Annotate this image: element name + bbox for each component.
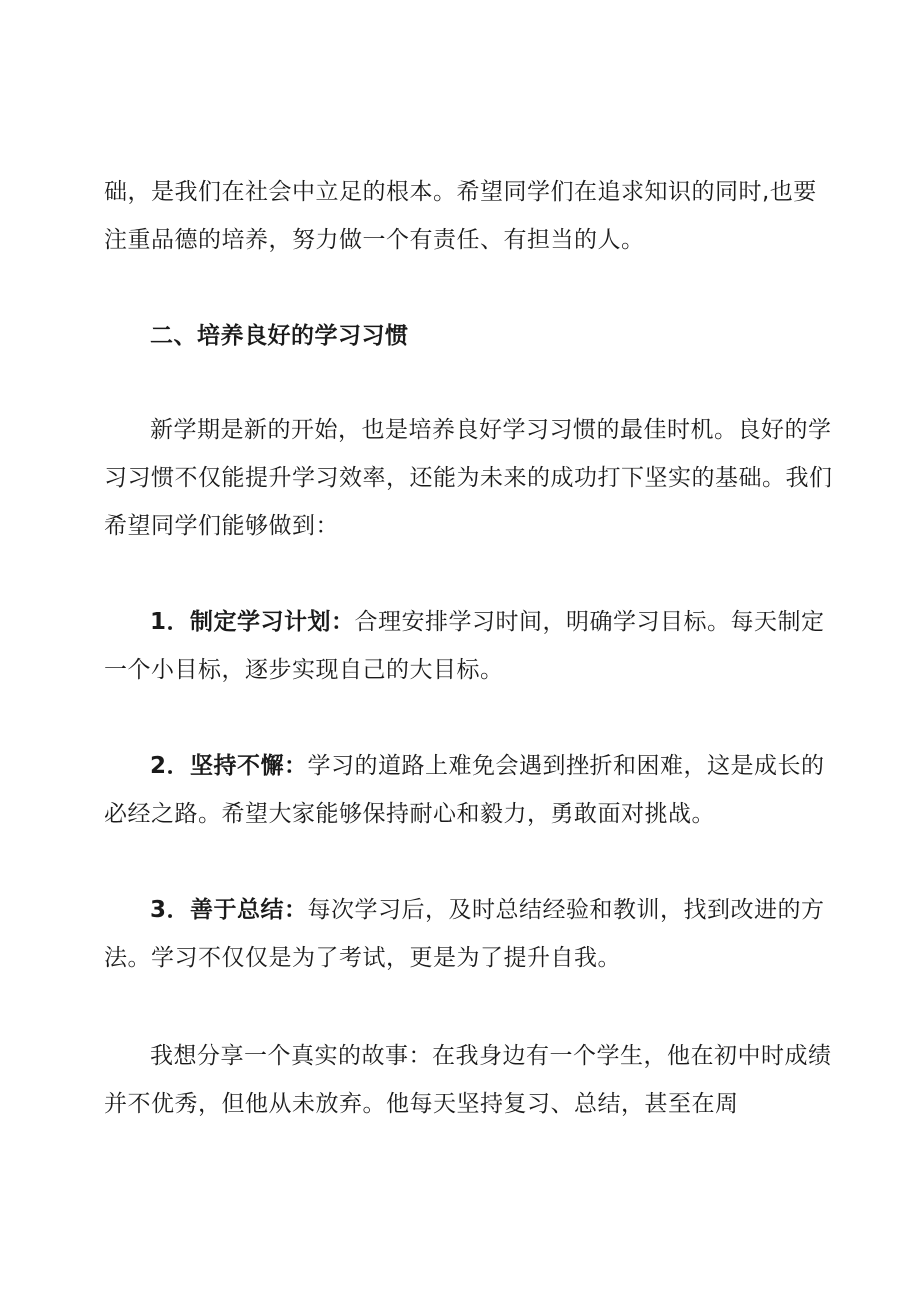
paragraph-line: [104, 598, 824, 646]
section-heading: 二、培养良好的学习习惯: [150, 323, 409, 349]
paragraph-line: 并不优秀，但他从未放弃。他每天坚持复习、总结，甚至在周: [104, 1091, 739, 1117]
paragraph-line: 希望同学们能够做到：: [104, 513, 339, 539]
item-text: 每次学习后，及时总结经验和教训，找到改进的方: [307, 897, 825, 923]
paragraph-line: 法。学习不仅仅是为了考试，更是为了提升自我。: [104, 945, 621, 971]
story-paragraph: [104, 1032, 832, 1128]
item-text: 学习的道路上难免会遇到挫折和困难，这是成长的: [307, 753, 825, 779]
paragraph-line: 必经之路。希望大家能够保持耐心和毅力，勇敢面对挑战。: [104, 801, 715, 827]
paragraph-line: 注重品德的培养，努力做一个有责任、有担当的人。: [104, 227, 645, 253]
paragraph-line: 一个小目标，逐步实现自己的大目标。: [104, 657, 504, 683]
list-item-persist: [104, 742, 824, 838]
paragraph-line: [104, 886, 824, 934]
item-label: 2．坚持不懈：: [150, 753, 308, 779]
list-item-summarize: [104, 886, 824, 982]
continuation-paragraph: [104, 168, 824, 264]
intro-paragraph: [104, 406, 833, 550]
item-label: 3．善于总结：: [150, 897, 308, 923]
paragraph-line: 我想分享一个真实的故事：在我身边有一个学生，他在初中时成绩: [150, 1043, 832, 1069]
paragraph-line: 习习惯不仅能提升学习效率，还能为未来的成功打下坚实的基础。我们: [104, 465, 833, 491]
paragraph-line: 新学期是新的开始，也是培养良好学习习惯的最佳时机。良好的学: [150, 417, 832, 443]
list-item-plan: [104, 598, 824, 694]
paragraph-line: [104, 742, 824, 790]
paragraph-line: 础，是我们在社会中立足的根本。希望同学们在追求知识的同时,也要: [104, 179, 817, 205]
item-label: 1．制定学习计划：: [150, 609, 355, 635]
item-text: 合理安排学习时间，明确学习目标。每天制定: [354, 609, 825, 635]
